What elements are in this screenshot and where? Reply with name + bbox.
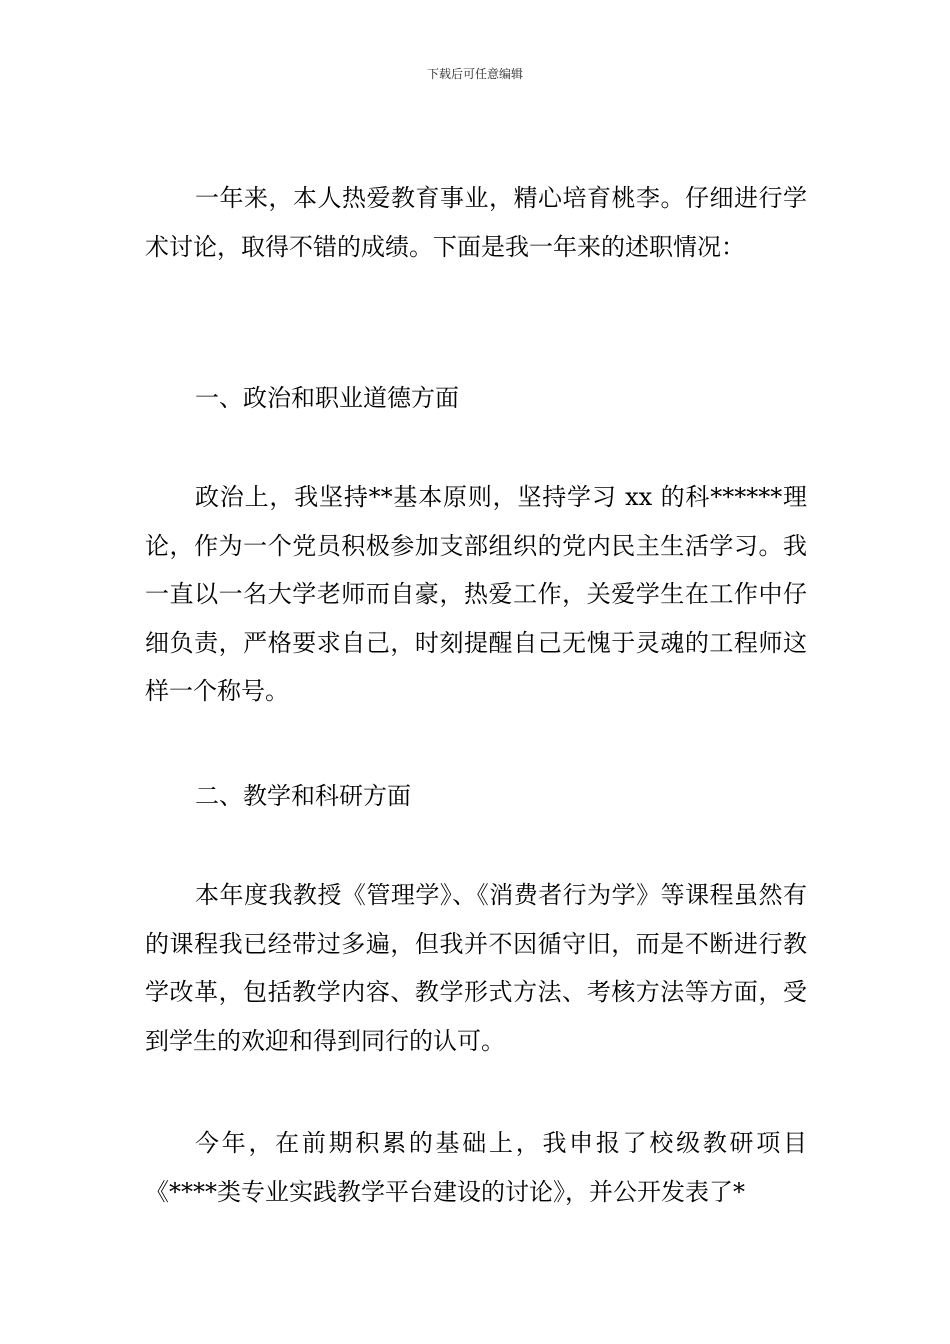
- paragraph-politics: 政治上，我坚持**基本原则，坚持学习 xx 的科******理论，作为一个党员积极参加支部组织的党内民主生活学习。我一直以一名大学老师而自豪，热爱工作，关爱学生在工作中仔细负责，严格要求自己，时刻提醒自己无愧于灵魂的工程师这样一个称号。: [145, 483, 807, 705]
- paragraph-intro: 一年来，本人热爱教育事业，精心培育桃李。仔细进行学术讨论，取得不错的成绩。下面是我一年来的述职情况：: [145, 184, 807, 261]
- page-header: 下载后可任意编辑: [426, 67, 523, 81]
- section-heading-politics: 一、政治和职业道德方面: [195, 384, 459, 412]
- section-heading-teaching: 二、教学和科研方面: [195, 782, 411, 810]
- paragraph-teaching: 本年度我教授《管理学》、《消费者行为学》等课程虽然有的课程我已经带过多遍，但我并不因循守旧，而是不断进行教学改革，包括教学内容、教学形式方法、考核方法等方面，受到学生的欢迎和得到同行的认可。: [145, 881, 807, 1055]
- paragraph-research: 今年，在前期积累的基础上，我申报了校级教研项目《****类专业实践教学平台建设的讨论》，并公开发表了*: [145, 1129, 807, 1206]
